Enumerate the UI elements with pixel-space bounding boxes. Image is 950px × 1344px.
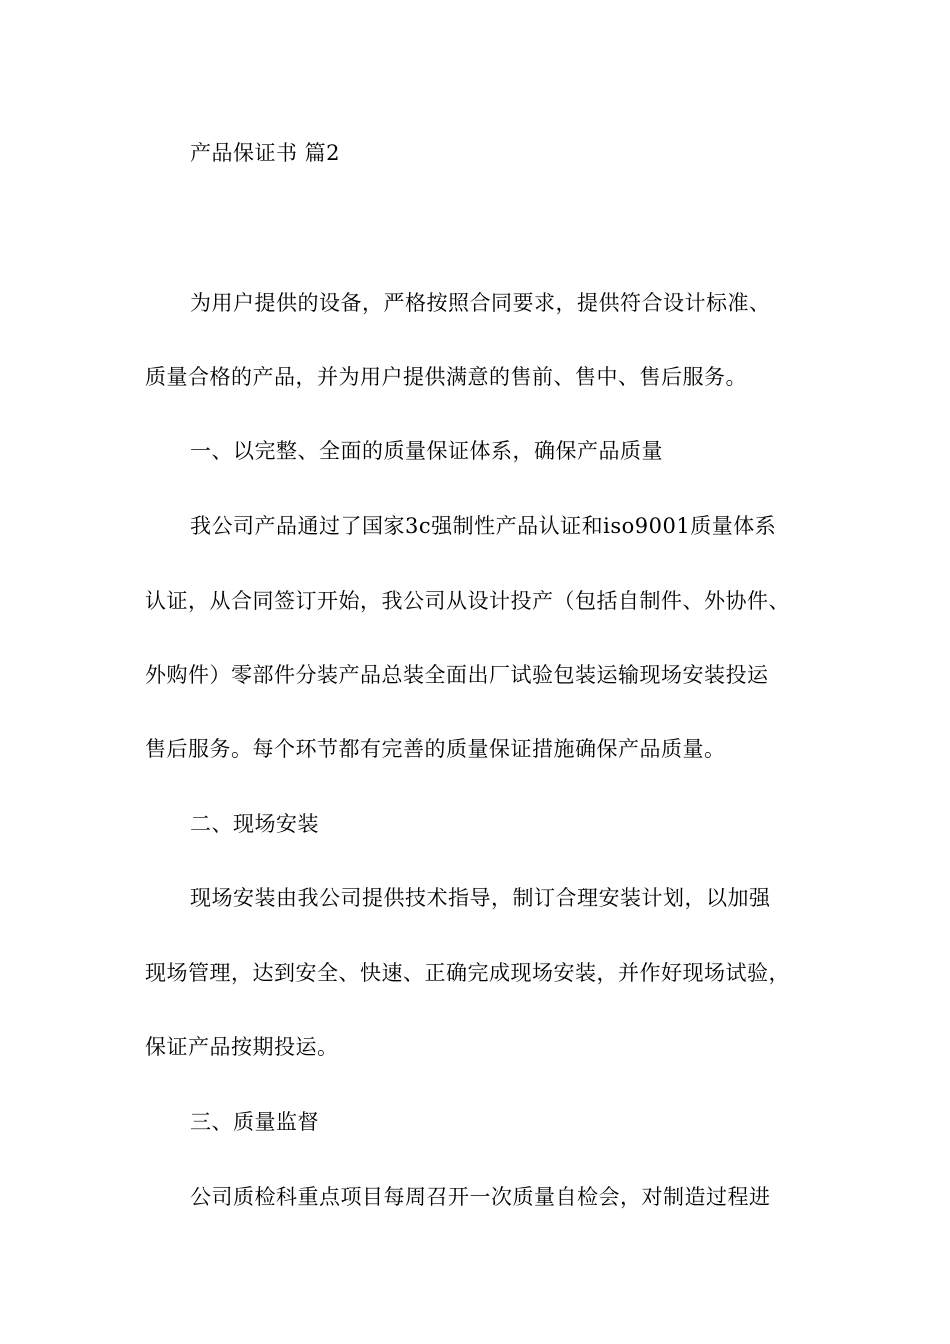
paragraph-line: 外购件）零部件分装产品总装全面出厂试验包装运输现场安装投运 xyxy=(145,663,769,687)
section-heading: 二、现场安装 xyxy=(190,812,319,836)
paragraph-line: 为用户提供的设备，严格按照合同要求，提供符合设计标准、 xyxy=(190,291,771,315)
paragraph-line: 售后服务。每个环节都有完善的质量保证措施确保产品质量。 xyxy=(145,737,726,761)
paragraph-line: 保证产品按期投运。 xyxy=(145,1035,339,1059)
paragraph-line: 质量合格的产品，并为用户提供满意的售前、售中、售后服务。 xyxy=(145,365,747,389)
paragraph-line: 现场管理，达到安全、快速、正确完成现场安装，并作好现场试验， xyxy=(145,961,790,985)
section-heading: 三、质量监督 xyxy=(190,1110,319,1134)
paragraph-line: 现场安装由我公司提供技术指导，制订合理安装计划，以加强 xyxy=(190,886,771,910)
document-title: 产品保证书 篇2 xyxy=(190,141,341,165)
paragraph-line: 认证，从合同签订开始，我公司从设计投产（包括自制件、外协件、 xyxy=(145,589,790,613)
section-heading: 一、以完整、全面的质量保证体系，确保产品质量 xyxy=(190,439,663,463)
paragraph-line: 公司质检科重点项目每周召开一次质量自检会，对制造过程进 xyxy=(190,1185,771,1209)
paragraph-line: 我公司产品通过了国家3c强制性产品认证和iso9001质量体系 xyxy=(190,514,777,538)
